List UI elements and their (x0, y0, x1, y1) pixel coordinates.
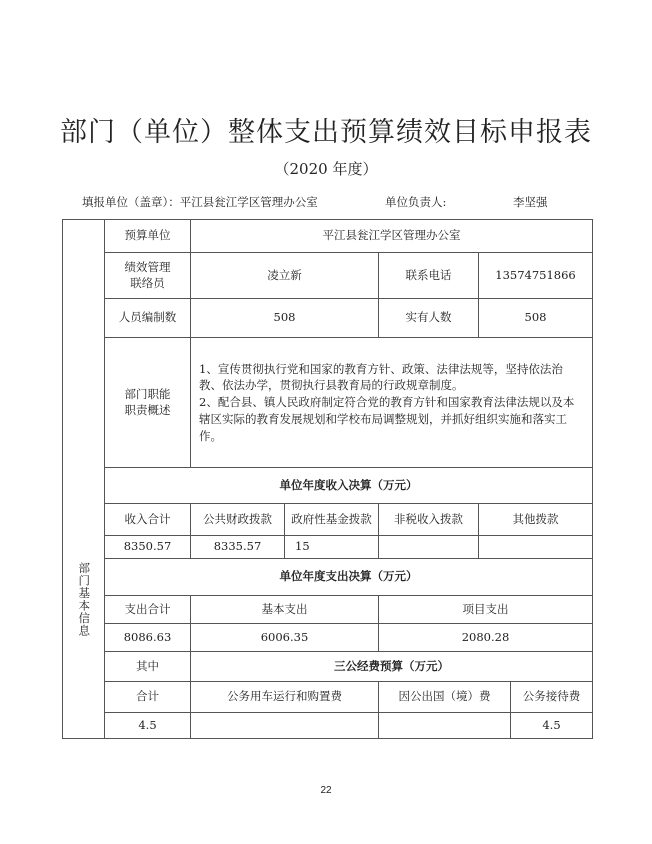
of-which-label: 其中 (105, 652, 191, 682)
sangong-title: 三公经费预算（万元） (191, 652, 593, 682)
income-header: 政府性基金拨款 (285, 504, 379, 536)
budget-table (62, 219, 593, 739)
phone-label: 联系电话 (379, 253, 479, 299)
income-header: 非税收入拨款 (379, 504, 479, 536)
budget-unit-label: 预算单位 (105, 220, 191, 253)
sangong-value (379, 713, 511, 739)
income-value: 8335.57 (191, 536, 285, 559)
sangong-header: 公务接待费 (511, 682, 593, 713)
expense-header: 支出合计 (105, 596, 191, 624)
year-label: （2020 年度） (274, 160, 378, 178)
sangong-value (191, 713, 379, 739)
sangong-value: 4.5 (105, 713, 191, 739)
leader-name: 李坚强 (513, 195, 548, 209)
staff-quota-label: 人员编制数 (105, 299, 191, 338)
income-value: 8350.57 (105, 536, 191, 559)
actual-staff-value: 508 (479, 299, 593, 338)
leader-label: 单位负责人: (385, 195, 447, 209)
actual-staff-label: 实有人数 (379, 299, 479, 338)
expense-value: 6006.35 (191, 624, 379, 652)
expense-value: 8086.63 (105, 624, 191, 652)
expense-header: 基本支出 (191, 596, 379, 624)
duty-item-2: 2、配合县、镇人民政府制定符合党的教育方针和国家教育法律法规以及本辖区实际的教育发展规划和学校布局调整规划，并抓好组织实施和落实工作。 (199, 395, 575, 443)
sangong-header: 因公出国（境）费 (379, 682, 511, 713)
expense-title: 单位年度支出决算（万元） (105, 559, 593, 596)
income-value (379, 536, 479, 559)
filling-unit: 填报单位（盖章）：平江县瓮江学区管理办公室 (82, 195, 318, 209)
side-label: 部门基本信息 (63, 220, 105, 739)
income-header: 其他拨款 (479, 504, 593, 536)
liaison-label: 绩效管理联络员 (105, 253, 191, 299)
sangong-header: 合计 (105, 682, 191, 713)
income-title: 单位年度收入决算（万元） (105, 468, 593, 504)
phone-value: 13574751866 (479, 253, 593, 299)
sangong-header: 公务用车运行和购置费 (191, 682, 379, 713)
income-header: 公共财政拨款 (191, 504, 285, 536)
staff-quota-value: 508 (191, 299, 379, 338)
income-value (479, 536, 593, 559)
duty-item-1: 1、宣传贯彻执行党和国家的教育方针、政策、法律法规等，坚持依法治教、依法办学，贯彻执行县教育局的行政规章制度。 (199, 361, 563, 393)
liaison-value: 凌立新 (191, 253, 379, 299)
duty-label: 部门职能职责概述 (105, 338, 191, 468)
sangong-value: 4.5 (511, 713, 593, 739)
income-value: 15 (285, 536, 379, 559)
expense-header: 项目支出 (379, 596, 593, 624)
page-number: 22 (320, 785, 332, 796)
document-title: 部门（单位）整体支出预算绩效目标申报表 (60, 117, 592, 148)
budget-unit-value: 平江县瓮江学区管理办公室 (191, 220, 593, 253)
expense-value: 2080.28 (379, 624, 593, 652)
duty-description (191, 338, 593, 468)
income-header: 收入合计 (105, 504, 191, 536)
